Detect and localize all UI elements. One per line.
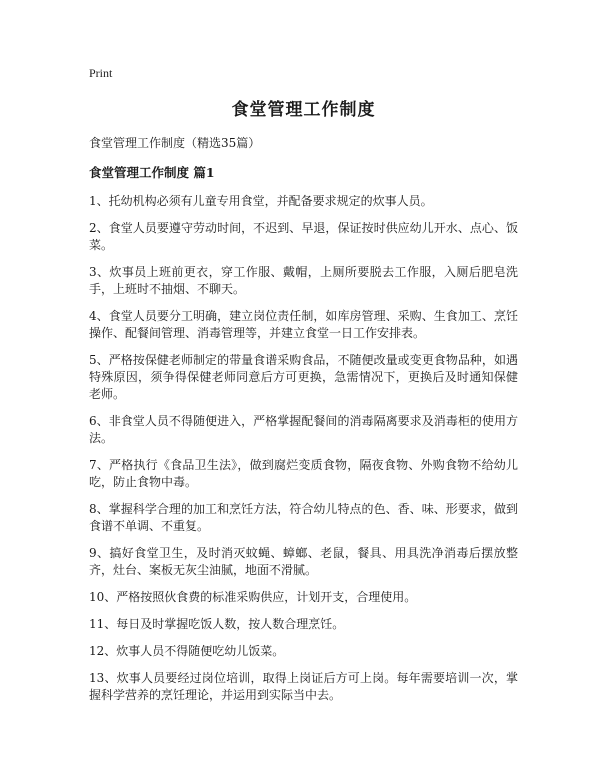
paragraph-11: 11、每日及时掌握吃饭人数，按人数合理烹饪。: [89, 617, 345, 631]
paragraph-8: 8、掌握科学合理的加工和烹饪方法，符合幼儿特点的色、香、味、形要求，做到食谱不单调、不重复。: [89, 502, 518, 533]
paragraph-13: 13、炊事人员要经过岗位培训，取得上岗证后方可上岗。每年需要培训一次，掌握科学营养的烹饪理论，并运用到实际当中去。: [89, 671, 518, 702]
paragraph-9: 9、搞好食堂卫生，及时消灭蚊蝇、蟑螂、老鼠，餐具、用具洗净消毒后摆放整齐，灶台、案板无灰尘油腻，地面不滑腻。: [89, 546, 518, 577]
page-title: 食堂管理工作制度: [231, 100, 376, 120]
print-link[interactable]: Print: [89, 66, 113, 80]
paragraph-6: 6、非食堂人员不得随便进入，严格掌握配餐间的消毒隔离要求及消毒柜的使用方法。: [89, 414, 518, 445]
paragraph-10: 10、严格按照伙食费的标准采购供应，计划开支，合理使用。: [89, 590, 417, 604]
paragraph-4: 4、食堂人员要分工明确，建立岗位责任制，如库房管理、采购、生食加工、烹饪操作、配餐间管理、消毒管理等，并建立食堂一日工作安排表。: [89, 309, 518, 340]
document-subtitle: 食堂管理工作制度（精选35篇）: [89, 136, 261, 150]
paragraph-2: 2、食堂人员要遵守劳动时间，不迟到、早退，保证按时供应幼儿开水、点心、饭菜。: [89, 221, 518, 252]
section-heading: 食堂管理工作制度 篇1: [89, 165, 215, 180]
paragraph-7: 7、严格执行《食品卫生法》，做到腐烂变质食物，隔夜食物、外购食物不给幼儿吃，防止食物中毒。: [89, 458, 518, 489]
paragraph-5: 5、严格按保健老师制定的带量食谱采购食品，不随便改量或变更食物品种，如遇特殊原因，须争得保健老师同意后方可更换，急需情况下，更换后及时通知保健老师。: [89, 353, 518, 401]
paragraph-3: 3、炊事员上班前更衣，穿工作服、戴帽，上厕所要脱去工作服，入厕后肥皂洗手，上班时不抽烟、不聊天。: [89, 265, 518, 296]
paragraph-list: [89, 193, 518, 704]
paragraph-1: 1、托幼机构必须有儿童专用食堂，并配备要求规定的炊事人员。: [89, 194, 433, 208]
paragraph-12: 12、炊事人员不得随便吃幼儿饭菜。: [89, 644, 285, 658]
